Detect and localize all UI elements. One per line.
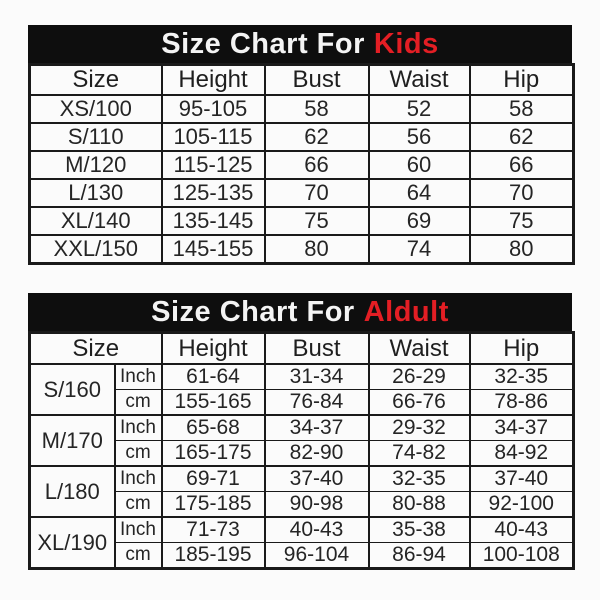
column-header-waist: Waist xyxy=(369,333,470,365)
value-cell: 31-34 xyxy=(265,364,369,390)
unit-cell: cm xyxy=(115,390,162,416)
value-cell: 69-71 xyxy=(162,466,265,492)
value-cell: 92-100 xyxy=(470,492,574,518)
size-label-cell: M/170 xyxy=(30,415,115,466)
value-cell: 80-88 xyxy=(369,492,470,518)
value-cell: 70 xyxy=(470,179,574,207)
value-cell: 58 xyxy=(265,95,369,123)
value-cell: 145-155 xyxy=(162,235,265,264)
table-row xyxy=(30,207,574,235)
value-cell: 84-92 xyxy=(470,441,574,467)
value-cell: 74-82 xyxy=(369,441,470,467)
value-cell: 125-135 xyxy=(162,179,265,207)
value-cell: 80 xyxy=(265,235,369,264)
value-cell: 26-29 xyxy=(369,364,470,390)
value-cell: 56 xyxy=(369,123,470,151)
table-row xyxy=(30,517,574,543)
size-label-cell: XL/190 xyxy=(30,517,115,569)
value-cell: 37-40 xyxy=(265,466,369,492)
adult-size-chart xyxy=(28,293,572,570)
table-row xyxy=(30,466,574,492)
value-cell: 75 xyxy=(470,207,574,235)
table-row xyxy=(30,415,574,441)
value-cell: 71-73 xyxy=(162,517,265,543)
size-label-cell: L/180 xyxy=(30,466,115,517)
value-cell: 105-115 xyxy=(162,123,265,151)
table-row xyxy=(30,123,574,151)
value-cell: 58 xyxy=(470,95,574,123)
unit-cell: cm xyxy=(115,543,162,569)
size-label-cell: M/120 xyxy=(30,151,162,179)
value-cell: 64 xyxy=(369,179,470,207)
size-label-cell: S/160 xyxy=(30,364,115,415)
value-cell: 66 xyxy=(470,151,574,179)
value-cell: 96-104 xyxy=(265,543,369,569)
unit-cell: Inch xyxy=(115,415,162,441)
value-cell: 115-125 xyxy=(162,151,265,179)
kids-header-row xyxy=(30,65,574,96)
table-row xyxy=(30,151,574,179)
size-label-cell: L/130 xyxy=(30,179,162,207)
value-cell: 29-32 xyxy=(369,415,470,441)
value-cell: 135-145 xyxy=(162,207,265,235)
kids-chart-title-highlight: Kids xyxy=(373,27,439,60)
column-header-bust: Bust xyxy=(265,333,369,365)
value-cell: 74 xyxy=(369,235,470,264)
value-cell: 80 xyxy=(470,235,574,264)
value-cell: 40-43 xyxy=(470,517,574,543)
unit-cell: cm xyxy=(115,492,162,518)
column-header-hip: Hip xyxy=(470,333,574,365)
value-cell: 78-86 xyxy=(470,390,574,416)
size-label-cell: S/110 xyxy=(30,123,162,151)
adult-chart-title-highlight: Aldult xyxy=(363,295,449,328)
table-row xyxy=(30,364,574,390)
kids-chart-title: Size Chart For xyxy=(161,27,365,60)
value-cell: 66-76 xyxy=(369,390,470,416)
value-cell: 65-68 xyxy=(162,415,265,441)
unit-cell: Inch xyxy=(115,466,162,492)
table-row xyxy=(30,179,574,207)
kids-size-chart xyxy=(28,25,572,265)
value-cell: 32-35 xyxy=(369,466,470,492)
kids-chart-title-bar xyxy=(28,25,572,63)
value-cell: 32-35 xyxy=(470,364,574,390)
column-header-height: Height xyxy=(162,65,265,96)
unit-cell: Inch xyxy=(115,517,162,543)
value-cell: 185-195 xyxy=(162,543,265,569)
value-cell: 35-38 xyxy=(369,517,470,543)
value-cell: 34-37 xyxy=(265,415,369,441)
value-cell: 175-185 xyxy=(162,492,265,518)
table-row xyxy=(30,235,574,264)
value-cell: 82-90 xyxy=(265,441,369,467)
value-cell: 37-40 xyxy=(470,466,574,492)
value-cell: 75 xyxy=(265,207,369,235)
table-row xyxy=(30,95,574,123)
value-cell: 70 xyxy=(265,179,369,207)
size-label-cell: XS/100 xyxy=(30,95,162,123)
unit-cell: cm xyxy=(115,441,162,467)
column-header-waist: Waist xyxy=(369,65,470,96)
value-cell: 165-175 xyxy=(162,441,265,467)
size-label-cell: XXL/150 xyxy=(30,235,162,264)
value-cell: 61-64 xyxy=(162,364,265,390)
value-cell: 76-84 xyxy=(265,390,369,416)
column-header-size: Size xyxy=(30,333,162,365)
value-cell: 52 xyxy=(369,95,470,123)
value-cell: 90-98 xyxy=(265,492,369,518)
column-header-height: Height xyxy=(162,333,265,365)
value-cell: 86-94 xyxy=(369,543,470,569)
unit-cell: Inch xyxy=(115,364,162,390)
size-label-cell: XL/140 xyxy=(30,207,162,235)
value-cell: 95-105 xyxy=(162,95,265,123)
column-header-bust: Bust xyxy=(265,65,369,96)
adult-size-table xyxy=(28,331,575,570)
value-cell: 69 xyxy=(369,207,470,235)
value-cell: 62 xyxy=(470,123,574,151)
value-cell: 66 xyxy=(265,151,369,179)
value-cell: 34-37 xyxy=(470,415,574,441)
adult-header-row xyxy=(30,333,574,365)
value-cell: 155-165 xyxy=(162,390,265,416)
adult-chart-title-bar xyxy=(28,293,572,331)
kids-size-table xyxy=(28,63,575,265)
value-cell: 60 xyxy=(369,151,470,179)
value-cell: 40-43 xyxy=(265,517,369,543)
adult-chart-title: Size Chart For xyxy=(151,295,355,328)
value-cell: 100-108 xyxy=(470,543,574,569)
value-cell: 62 xyxy=(265,123,369,151)
column-header-hip: Hip xyxy=(470,65,574,96)
column-header-size: Size xyxy=(30,65,162,96)
